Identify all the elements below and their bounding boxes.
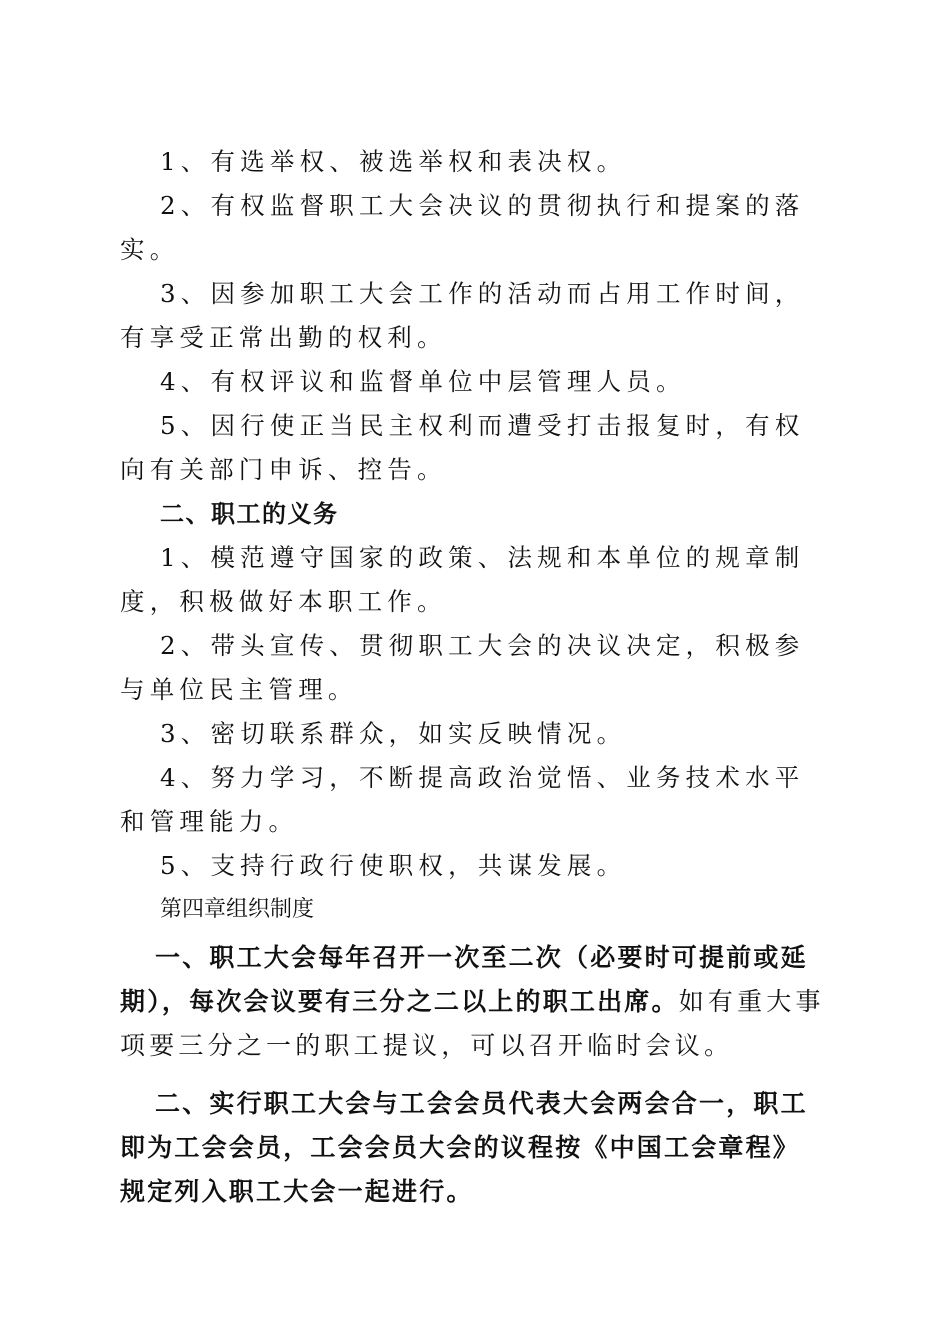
org-paragraph-2 bbox=[120, 1082, 825, 1214]
org-paragraph-1 bbox=[120, 936, 825, 1068]
rights-item-2: 2、有权监督职工大会决议的贯彻执行和提案的落实。 bbox=[120, 191, 805, 264]
chapter-title: 第四章组织制度 bbox=[160, 897, 315, 922]
duties-item-5: 5、支持行政行使职权，共谋发展。 bbox=[160, 851, 627, 880]
org-paragraph-2-text: 二、实行职工大会与工会会员代表大会两会合一，职工即为工会会员，工会会员大会的议程按《中国工会章程》规定列入职工大会一起进行。 bbox=[120, 1089, 808, 1206]
duties-item-1: 1、模范遵守国家的政策、法规和本单位的规章制度，积极做好本职工作。 bbox=[120, 543, 805, 616]
document-body bbox=[120, 140, 825, 1214]
duties-item-3: 3、密切联系群众，如实反映情况。 bbox=[160, 719, 627, 748]
duties-item-2: 2、带头宣传、贯彻职工大会的决议决定，积极参与单位民主管理。 bbox=[120, 631, 805, 704]
duties-heading: 二、职工的义务 bbox=[160, 500, 339, 528]
duties-item-4: 4、努力学习，不断提高政治觉悟、业务技术水平和管理能力。 bbox=[120, 763, 805, 836]
rights-item-1: 1、有选举权、被选举权和表决权。 bbox=[160, 147, 627, 176]
org-paragraph-1-normal: 如有重大事项要三分之一的职工提议，可以召开临时会议。 bbox=[120, 987, 825, 1060]
org-paragraph-1-bold: 一、职工大会每年召开一次至二次（必要时可提前或延期），每次会议要有三分之二以上的职工出席。 bbox=[120, 943, 808, 1016]
rights-item-5: 5、因行使正当民主权利而遭受打击报复时，有权向有关部门申诉、控告。 bbox=[120, 411, 805, 484]
rights-item-4: 4、有权评议和监督单位中层管理人员。 bbox=[160, 367, 686, 396]
rights-item-3: 3、因参加职工大会工作的活动而占用工作时间，有享受正常出勤的权利。 bbox=[120, 279, 805, 352]
